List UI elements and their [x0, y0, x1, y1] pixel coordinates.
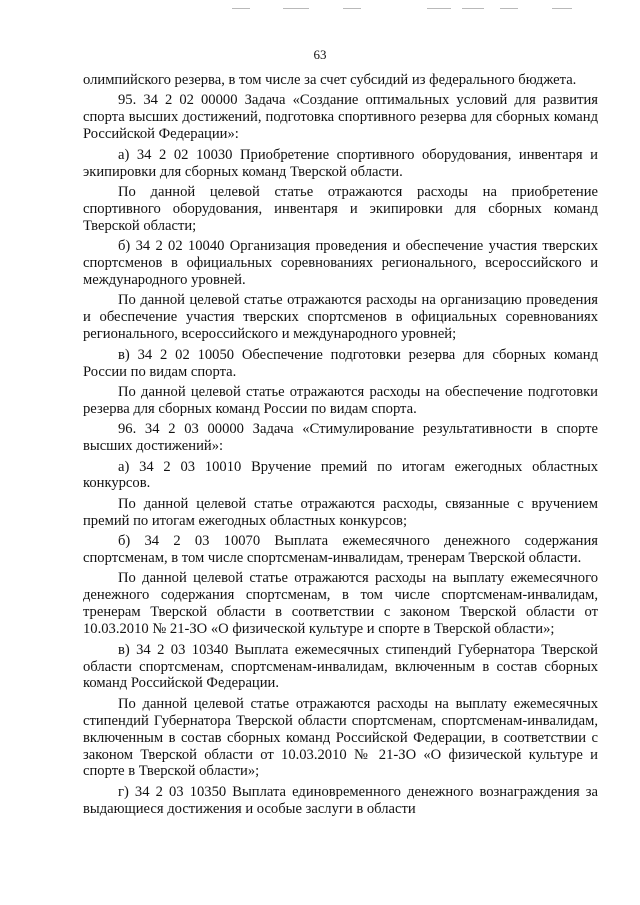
paragraph-p05: б) 34 2 02 10040 Организация проведения и обеспечение участия тверских спортсменов в официальных соревнованиях регионального, всероссийского и международного уровней.: [83, 238, 598, 288]
paragraph-p16: г) 34 2 03 10350 Выплата единовременного денежного вознаграждения за выдающиеся достижения и особые заслуги в области: [83, 783, 598, 817]
document-body: [83, 72, 598, 821]
paragraph-p10: а) 34 2 03 10010 Вручение премий по итогам ежегодных областных конкурсов.: [83, 458, 598, 492]
scan-artifact-line: [462, 8, 484, 9]
scan-artifact-line: [283, 8, 309, 9]
scan-artifact-line: [232, 8, 250, 9]
paragraph-p01: олимпийского резерва, в том числе за счет субсидий из федерального бюджета.: [83, 72, 577, 88]
scan-artifact-line: [500, 8, 518, 9]
paragraph-p02: 95. 34 2 02 00000 Задача «Создание оптимальных условий для развития спорта высших достижений, подготовка спортивного резерва для сборных команд Российской Федерации»:: [83, 92, 598, 143]
scan-artifact-line: [343, 8, 361, 9]
scan-artifact-line: [552, 8, 572, 9]
paragraph-p07: в) 34 2 02 10050 Обеспечение подготовки резерва для сборных команд России по видам спорта.: [83, 346, 598, 380]
paragraph-p03: а) 34 2 02 10030 Приобретение спортивного оборудования, инвентаря и экипировки для сборных команд Тверской области.: [83, 146, 598, 180]
paragraph-p09: 96. 34 2 03 00000 Задача «Стимулирование результативности в спорте высших достижений»:: [83, 421, 598, 455]
page-number: 63: [313, 47, 327, 62]
paragraph-p15: По данной целевой статье отражаются расходы на выплату ежемесячных стипендий Губернатора Тверской области спортсменам, спортсменам-инвалидам, включенным в состав сборных команд Российской Федерации, в соответствии с законом Тверской области от 10.03.2010 № 21-ЗО «О физической культуре и спорте в Тверской области»;: [83, 695, 598, 780]
scan-artifact-line: [427, 8, 451, 9]
paragraph-p11: По данной целевой статье отражаются расходы, связанные с вручением премий по итогам ежегодных областных конкурсов;: [83, 495, 598, 529]
paragraph-p06: По данной целевой статье отражаются расходы на организацию проведения и обеспечение участия тверских спортсменов в официальных соревнованиях регионального, всероссийского и международного уровней;: [83, 292, 598, 343]
paragraph-p13: По данной целевой статье отражаются расходы на выплату ежемесячного денежного содержания спортсменам, в том числе спортсменам-инвалидам, тренерам Тверской области в соответствии с законом Тверской области от 10.03.2010 № 21-ЗО «О физической культуре и спорте в Тверской области»;: [83, 570, 598, 638]
paragraph-p04: По данной целевой статье отражаются расходы на приобретение спортивного оборудования, инвентаря и экипировки для сборных команд Тверской области;: [83, 183, 598, 234]
paragraph-p08: По данной целевой статье отражаются расходы на обеспечение подготовки резерва для сборных команд России по видам спорта.: [83, 383, 598, 417]
paragraph-p14: в) 34 2 03 10340 Выплата ежемесячных стипендий Губернатора Тверской области спортсменам, спортсменам-инвалидам, включенным в состав сборных команд Российской Федерации.: [83, 641, 598, 692]
paragraph-p12: б) 34 2 03 10070 Выплата ежемесячного денежного содержания спортсменам, в том числе спортсменам-инвалидам, тренерам Тверской области.: [83, 533, 598, 567]
